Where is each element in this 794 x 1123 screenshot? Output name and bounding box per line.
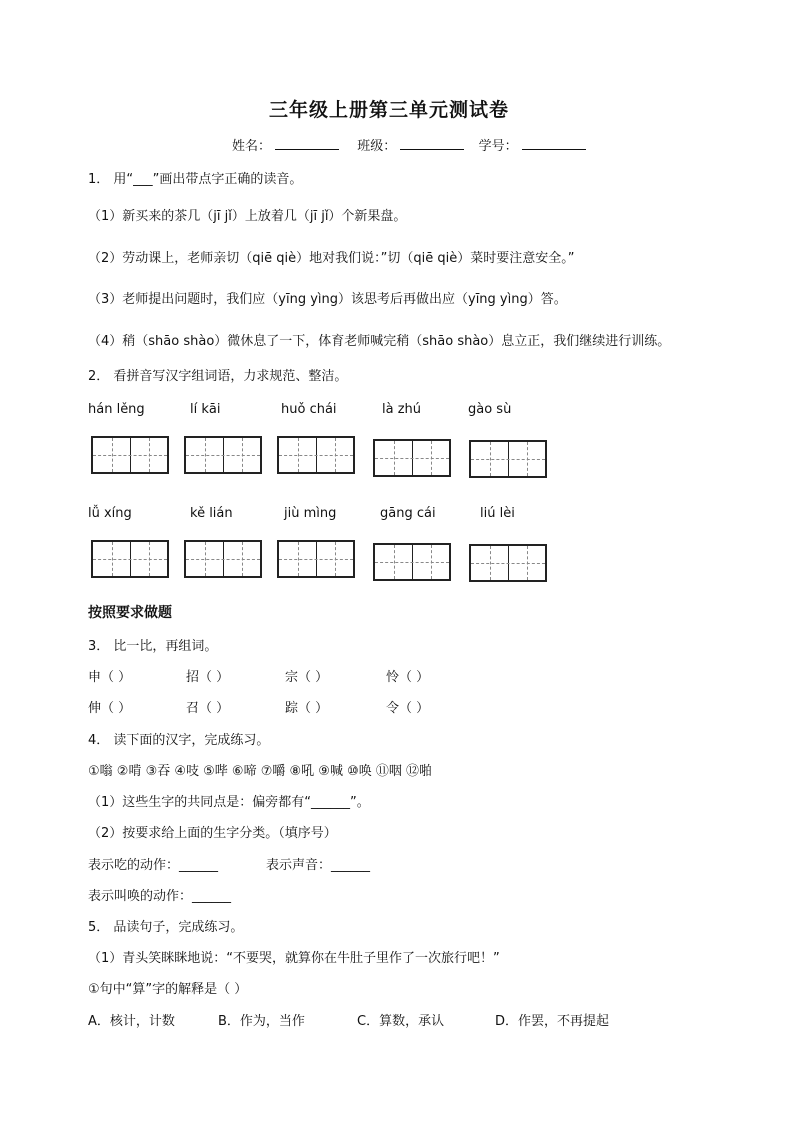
pinyin-label: gào sù xyxy=(468,402,512,417)
pinyin-label: gāng cái xyxy=(380,506,436,521)
question-1-item-3: （3）老师提出问题时，我们应（yīng yìng）该思考后再做出应（yīng yìng）答。 xyxy=(88,292,567,307)
grid-line xyxy=(375,458,449,459)
question-2-stem: 2． 看拼音写汉字组词语，力求规范、整洁。 xyxy=(88,369,348,384)
word-compare-item: 伸（ ） xyxy=(88,701,132,716)
writing-grid[interactable] xyxy=(91,436,169,474)
grid-line xyxy=(471,459,545,460)
writing-grid[interactable] xyxy=(184,436,262,474)
writing-grid[interactable] xyxy=(277,540,355,578)
writing-grid[interactable] xyxy=(373,439,451,477)
word-compare-item: 申（ ） xyxy=(88,670,132,685)
writing-grid[interactable] xyxy=(469,440,547,478)
question-1-item-2: （2）劳动课上，老师亲切（qiē qiè）地对我们说：”切（qiē qiè）菜时要注意安全。” xyxy=(88,251,575,266)
class-label: 班级： xyxy=(357,139,397,154)
name-blank[interactable] xyxy=(275,137,339,150)
character-list: ①嗡 ②啃 ③吞 ④吱 ⑤哔 ⑥啼 ⑦嚼 ⑧吼 ⑨喊 ⑩唤 ⑪咽 ⑫啪 xyxy=(88,764,432,779)
word-compare-item: 踪（ ） xyxy=(285,701,329,716)
writing-grid[interactable] xyxy=(184,540,262,578)
sound-answer: 表示声音：______ xyxy=(266,858,371,873)
grid-line xyxy=(279,455,353,456)
pinyin-label: huǒ chái xyxy=(281,402,337,417)
word-compare-item: 宗（ ） xyxy=(285,670,329,685)
question-5-sentence: （1）青头笑眯眯地说：“不要哭，就算你在牛肚子里作了一次旅行吧！” xyxy=(88,951,500,966)
question-5-prompt: ①句中“算”字的解释是（ ） xyxy=(88,982,248,997)
section-heading: 按照要求做题 xyxy=(88,605,172,621)
id-label: 学号： xyxy=(478,139,518,154)
question-1-item-4: （4）稍（shāo shào）微休息了一下，体育老师喊完稍（shāo shào）息立正，我们继续进行训练。 xyxy=(88,334,671,349)
pinyin-label: lǚ xíng xyxy=(88,506,132,521)
option-d[interactable]: D．作罢，不再提起 xyxy=(495,1014,610,1029)
option-b[interactable]: B．作为，当作 xyxy=(218,1014,305,1029)
word-compare-item: 令（ ） xyxy=(386,701,430,716)
grid-line xyxy=(93,559,167,560)
grid-line xyxy=(471,563,545,564)
id-blank[interactable] xyxy=(522,137,586,150)
word-compare-item: 招（ ） xyxy=(186,670,230,685)
grid-line xyxy=(279,559,353,560)
page-title: 三年级上册第三单元测试卷 xyxy=(269,99,510,121)
question-4-sub-1: （1）这些生字的共同点是：偏旁都有“______”。 xyxy=(88,795,370,810)
student-info-line xyxy=(232,135,586,154)
word-compare-item: 怜（ ） xyxy=(386,670,430,685)
grid-line xyxy=(186,455,260,456)
question-1-stem: 1． 用“___”画出带点字正确的读音。 xyxy=(88,172,303,187)
writing-grid[interactable] xyxy=(277,436,355,474)
question-3-stem: 3． 比一比，再组词。 xyxy=(88,639,218,654)
eat-action-answer: 表示吃的动作：______ xyxy=(88,858,219,873)
pinyin-label: hán lěng xyxy=(88,402,145,417)
pinyin-label: jiù mìng xyxy=(284,506,337,521)
pinyin-label: lí kāi xyxy=(190,402,221,417)
question-4-sub-2: （2）按要求给上面的生字分类。（填序号） xyxy=(88,826,337,841)
question-5-stem: 5． 品读句子，完成练习。 xyxy=(88,920,244,935)
grid-line xyxy=(93,455,167,456)
question-4-stem: 4． 读下面的汉字，完成练习。 xyxy=(88,733,270,748)
writing-grid[interactable] xyxy=(373,543,451,581)
pinyin-label: là zhú xyxy=(382,402,422,417)
call-action-answer: 表示叫唤的动作：______ xyxy=(88,889,232,904)
name-label: 姓名： xyxy=(232,139,272,154)
pinyin-label: kě lián xyxy=(190,506,233,521)
pinyin-label: liú lèi xyxy=(480,506,515,521)
writing-grid[interactable] xyxy=(469,544,547,582)
option-a[interactable]: A．核计，计数 xyxy=(88,1014,175,1029)
word-compare-item: 召（ ） xyxy=(186,701,230,716)
question-1-item-1: （1）新买来的茶几（jī jǐ）上放着几（jī jǐ）个新果盘。 xyxy=(88,209,407,224)
grid-line xyxy=(375,562,449,563)
class-blank[interactable] xyxy=(400,137,464,150)
grid-line xyxy=(186,559,260,560)
option-c[interactable]: C．算数，承认 xyxy=(357,1014,445,1029)
writing-grid[interactable] xyxy=(91,540,169,578)
